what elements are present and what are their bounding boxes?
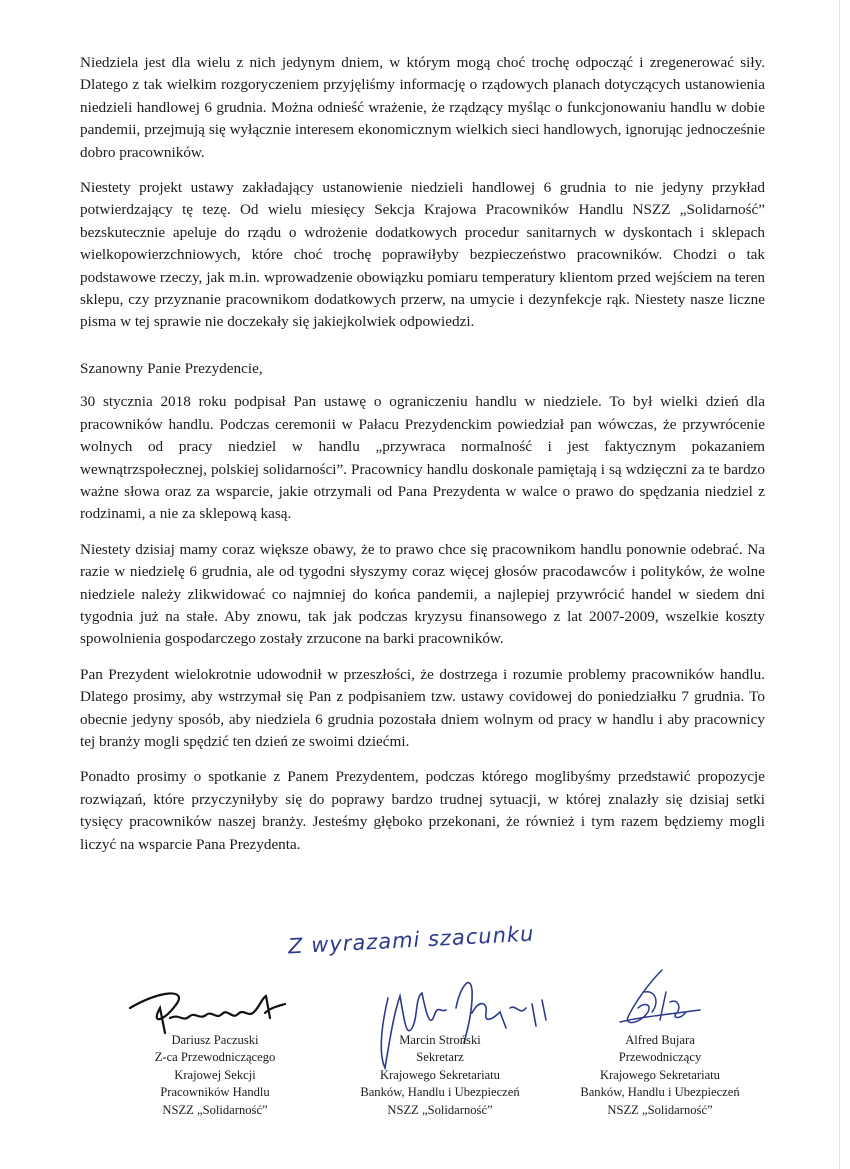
letter-body [80,52,765,869]
signatory-2-line3: Krajowego Sekretariatu [380,1067,500,1082]
scan-edge-line [839,0,840,1169]
paragraph-6: Ponadto prosimy o spotkanie z Panem Prezydentem, podczas którego moglibyśmy przedstawić propozycje rozwiązań, które przyczyniłyby się do poprawy bardzo trudnej sytuacji, w której znalazły się dzisiaj setki tysięcy pracowników naszej branży. Jesteśmy głęboko przekonani, że również i tym razem będziemy mogli liczyć na wsparcie Pana Prezydenta. [80,768,765,853]
signatory-2-title: Sekretarz [416,1050,464,1065]
signatory-2-name: Marcin Stroński [399,1033,481,1047]
signatory-3-line3: Krajowego Sekretariatu [600,1067,720,1082]
closing-handwritten: Z wyrazami szacunku [287,921,535,959]
signatory-3-line4: Banków, Handlu i Ubezpieczeń [580,1085,740,1100]
paragraph-3: 30 stycznia 2018 roku podpisał Pan ustawę o ograniczeniu handlu w niedziele. To był wielki dzień dla pracowników handlu. Podczas ceremonii w Pałacu Prezydenckim powiedział pan wówczas, że przywrócenie wolnych od pracy niedziel w handlu „przywraca normalność i jest faktycznym pokazaniem wewnątrzspołecznej, polskiej solidarności”. Pracownicy handlu doskonale pamiętają i są wdzięczni za te bardzo ważne słowa oraz za wsparcie, jakie otrzymali od Pana Prezydenta w walce o prawo do spędzania niedziel z rodzinami, a nie za sklepową kasą. [80,393,765,523]
signatory-3-name: Alfred Bujara [625,1033,695,1047]
paragraph-4: Niestety dzisiaj mamy coraz większe obawy, że to prawo chce się pracownikom handlu ponownie odebrać. Na razie w niedzielę 6 grudnia, ale od tygodni słyszymy coraz więcej głosów pracodawców i polityków, że wolne niedziele należy zlikwidować co najmniej do końca pandemii, a najlepiej przywrócić handel w siedem dni tygodnia już na stałe. Aby znowu, tak jak podczas kryzysu finansowego z lat 2007-2009, wszelkie koszty spowolnienia gospodarczego zostały zrzucone na barki pracowników. [80,540,765,648]
signature-paczuski [120,978,290,1038]
signatory-block-2 [340,1032,540,1119]
signatory-block-1 [130,1032,300,1119]
signature-scribble-3 [600,962,710,1042]
signatory-1-title: Z-ca Przewodniczącego [154,1050,276,1065]
signatory-1-line5: NSZZ „Solidarność” [162,1102,268,1117]
signatory-1-line4: Pracowników Handlu [160,1085,270,1100]
signature-bujara [600,962,710,1042]
signatory-1-name: Dariusz Paczuski [171,1033,259,1047]
signatory-2-line4: Banków, Handlu i Ubezpieczeń [360,1085,520,1100]
paragraph-2: Niestety projekt ustawy zakładający ustanowienie niedzieli handlowej 6 grudnia to nie jedyny przykład potwierdzający tę tezę. Od wielu miesięcy Sekcja Krajowa Pracowników Handlu NSZZ „Solidarność” bezskutecznie apeluje do rządu o wdrożenie dodatkowych procedur sanitarnych w dyskontach i sklepach wielkopowierzchniowych, które choć trochę poprawiłyby bezpieczeństwo pracowników. Chodzi o tak podstawowe rzeczy, jak m.in. wprowadzenie obowiązku pomiaru temperatury klientom przed wejściem na teren sklepu, czy przyznanie pracownikom dodatkowych przerw, na umycie i dezynfekcje rąk. Niestety nasze liczne pisma w tej sprawie nie doczekały się jakiejkolwiek odpowiedzi. [80,179,765,331]
signature-scribble-1 [120,978,290,1038]
signatory-1-line3: Krajowej Sekcji [174,1067,256,1082]
signatory-3-line5: NSZZ „Solidarność” [607,1102,713,1117]
signatory-2-line5: NSZZ „Solidarność” [387,1102,493,1117]
salutation: Szanowny Panie Prezydencie, [80,359,263,377]
signatory-block-3 [560,1032,760,1119]
signatory-3-title: Przewodniczący [618,1050,702,1065]
paragraph-5: Pan Prezydent wielokrotnie udowodnił w przeszłości, że dostrzega i rozumie problemy pracowników handlu. Dlatego prosimy, aby wstrzymał się Pan z podpisaniem tzw. ustawy covidowej do poniedziałku 7 grudnia. To obecnie jedyny sposób, aby niedziela 6 grudnia pozostała dniem wolnym od pracy w handlu i aby pracownicy tej branży mogli spędzić ten dzień ze swoimi dziećmi. [80,665,765,750]
paragraph-1: Niedziela jest dla wielu z nich jedynym dniem, w którym mogą choć trochę odpocząć i zregenerować siły. Dlatego z tak wielkim rozgoryczeniem przyjęliśmy informację o rządowych planach dotyczących ustanowienia niedzieli handlowej 6 grudnia. Można odnieść wrażenie, że rządzący myśląc o funkcjonowaniu handlu w dobie pandemii, przejmują się wyłącznie interesem ekonomicznym wielkich sieci handlowych, ignorując jednocześnie dobro pracowników. [80,54,765,161]
